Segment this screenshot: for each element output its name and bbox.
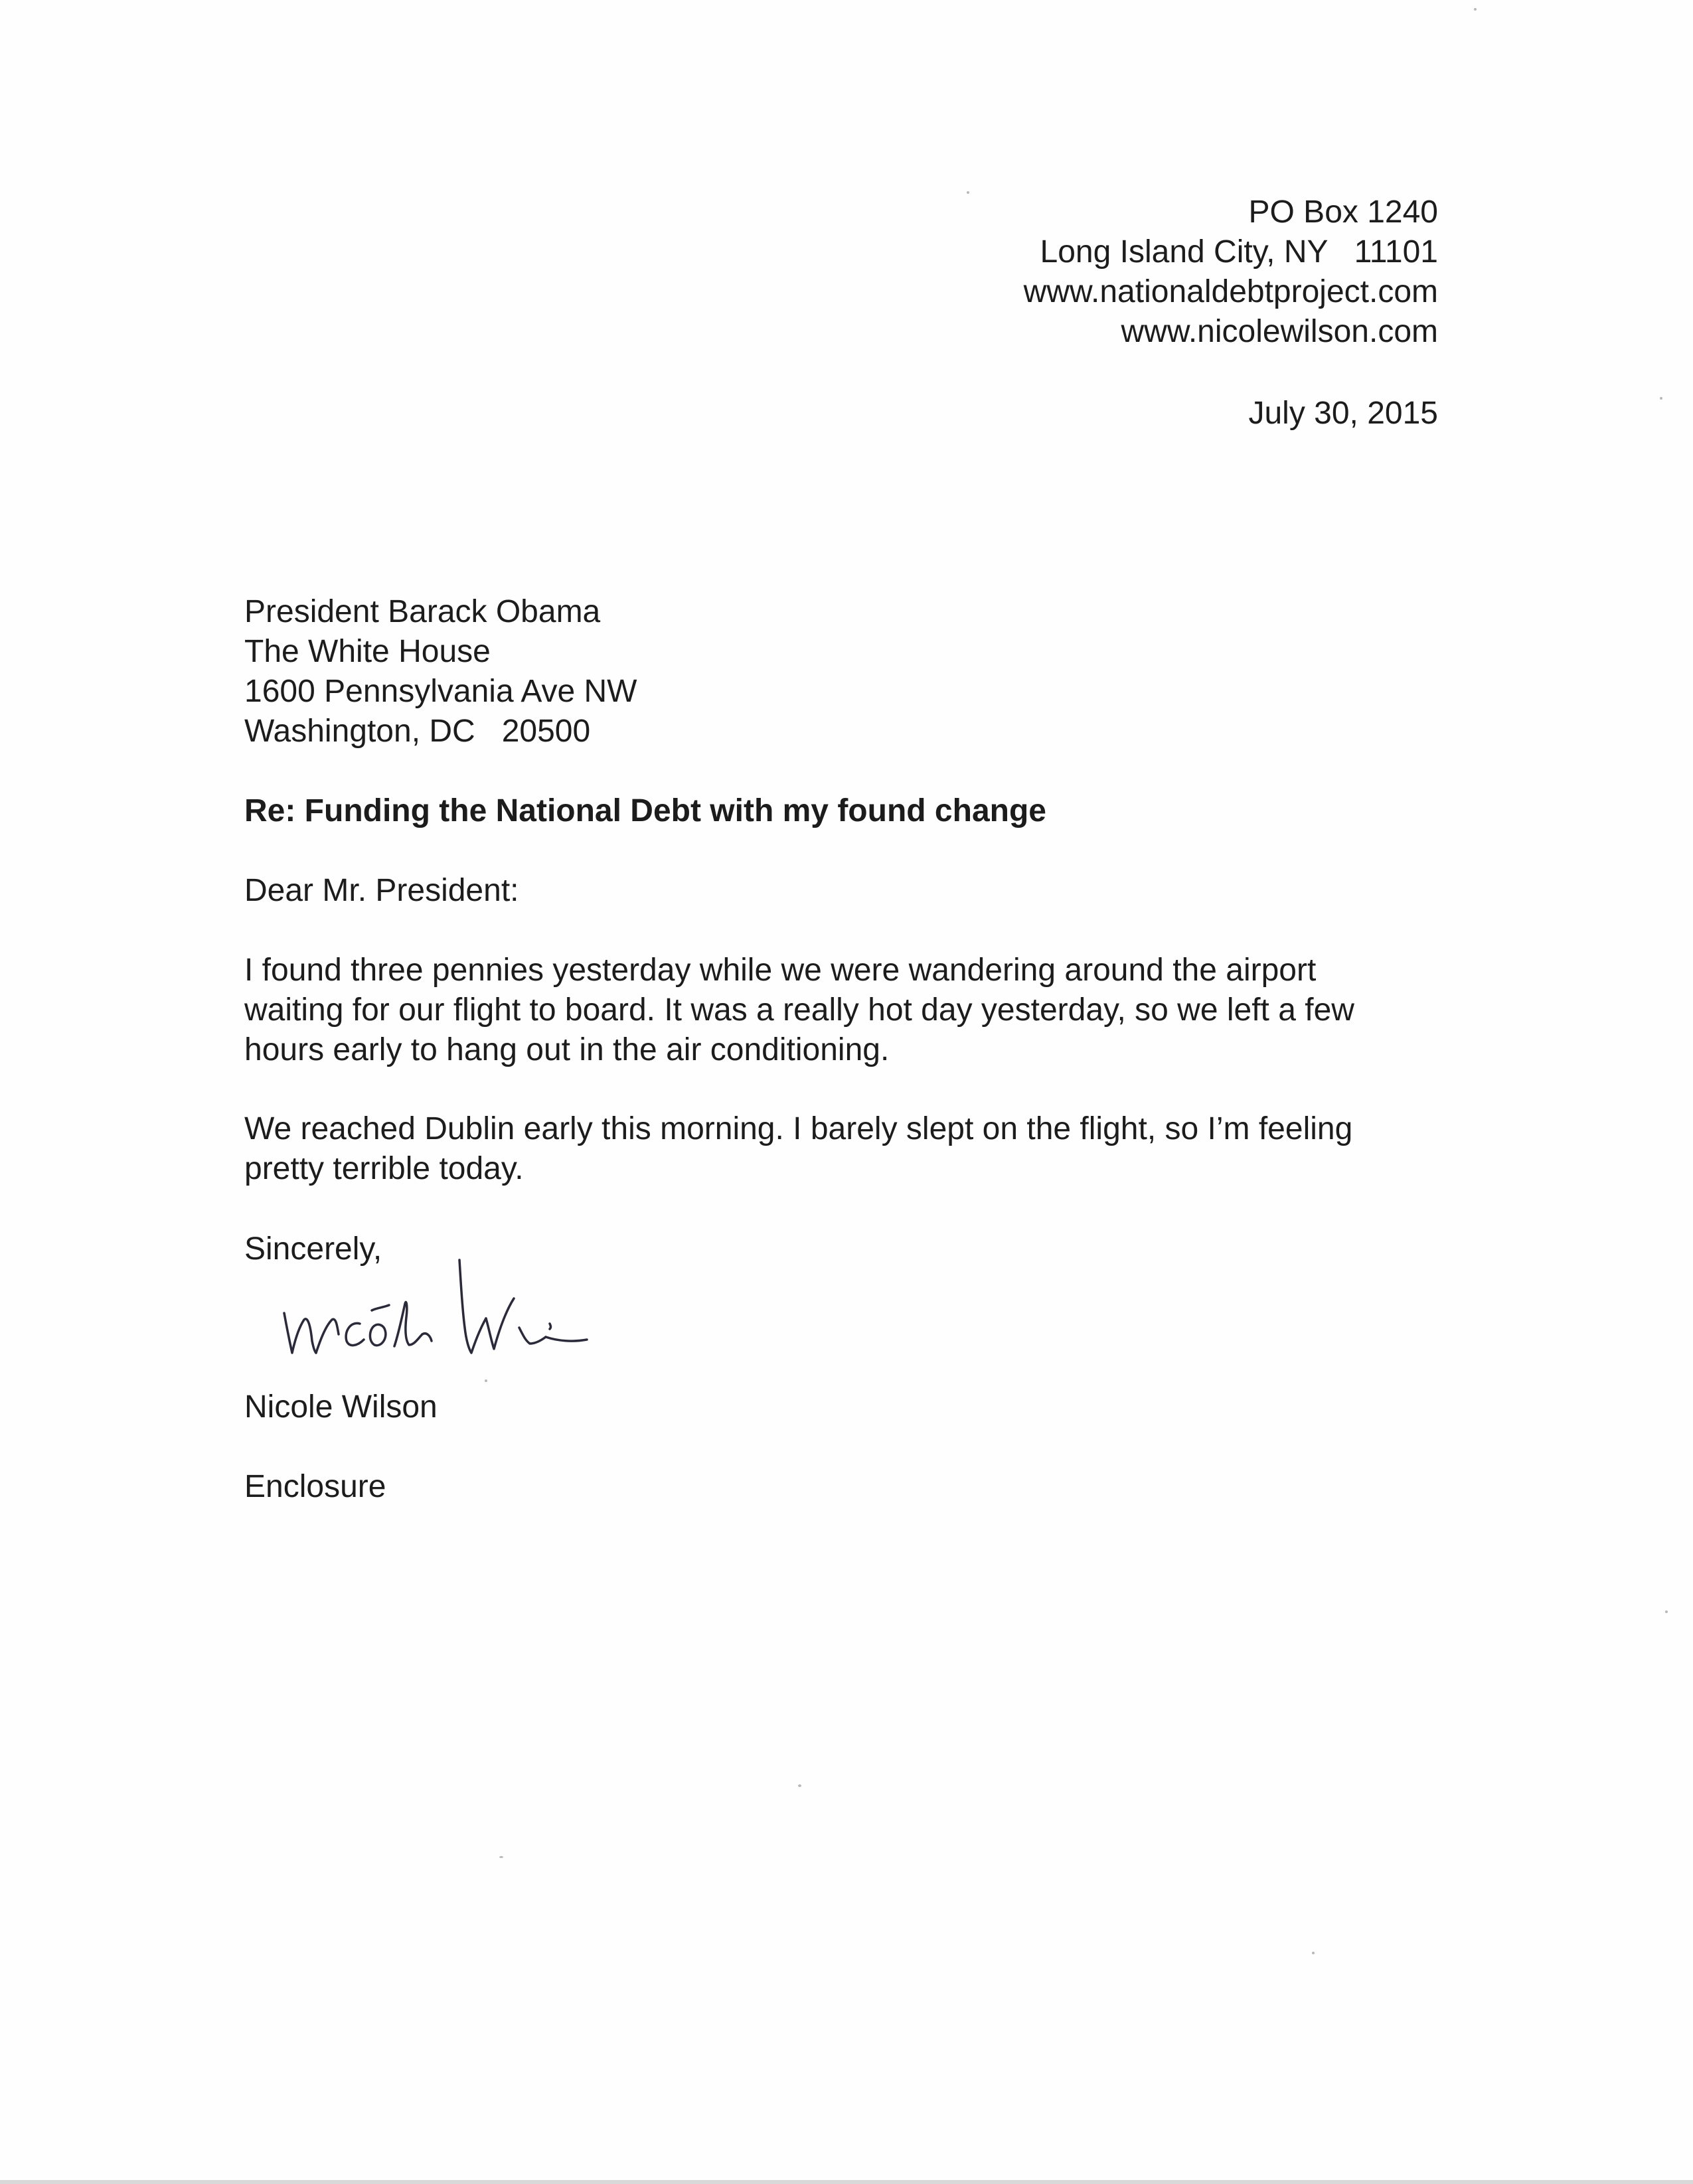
sender-website-2: www.nicolewilson.com [1121,314,1438,349]
letter-date: July 30, 2015 [1248,396,1438,431]
sender-address-line-2: Long Island City, NY 11101 [1040,234,1438,270]
scan-speck [1312,1952,1315,1954]
scan-speck [1665,1610,1668,1613]
scan-speck [967,191,969,194]
recipient-address-block [244,592,637,751]
enclosure-notation: Enclosure [244,1469,386,1504]
body-line: waiting for our flight to board. It was a really hot day yesterday, so we left a few [244,992,1354,1028]
sender-website-1: www.nationaldebtproject.com [1023,274,1438,309]
scan-speck [1660,397,1662,400]
sender-address-line-1: PO Box 1240 [1248,195,1438,230]
recipient-name: President Barack Obama [244,594,601,629]
scan-speck [1474,8,1477,11]
body-line: pretty terrible today. [244,1151,524,1186]
body-line: We reached Dublin early this morning. I barely slept on the flight, so I’m feeling [244,1111,1353,1146]
scan-speck [499,1856,503,1858]
scan-speck [485,1379,487,1382]
body-line: I found three pennies yesterday while we were wandering around the airport [244,953,1317,988]
body-paragraph-2 [244,1109,1439,1189]
signer-name: Nicole Wilson [244,1389,438,1425]
subject-line: Re: Funding the National Debt with my found change [244,793,1046,828]
recipient-organization: The White House [244,634,491,669]
closing: Sincerely, [244,1231,382,1267]
sender-address-block [1024,193,1438,352]
body-paragraph-1 [244,951,1439,1070]
recipient-city-state-zip: Washington, DC 20500 [244,714,591,749]
salutation: Dear Mr. President: [244,873,519,908]
scan-bottom-edge [0,2180,1693,2184]
scan-speck [798,1784,801,1787]
recipient-street: 1600 Pennsylvania Ave NW [244,674,637,709]
body-line: hours early to hang out in the air conditioning. [244,1032,890,1067]
handwritten-signature [272,1235,684,1381]
